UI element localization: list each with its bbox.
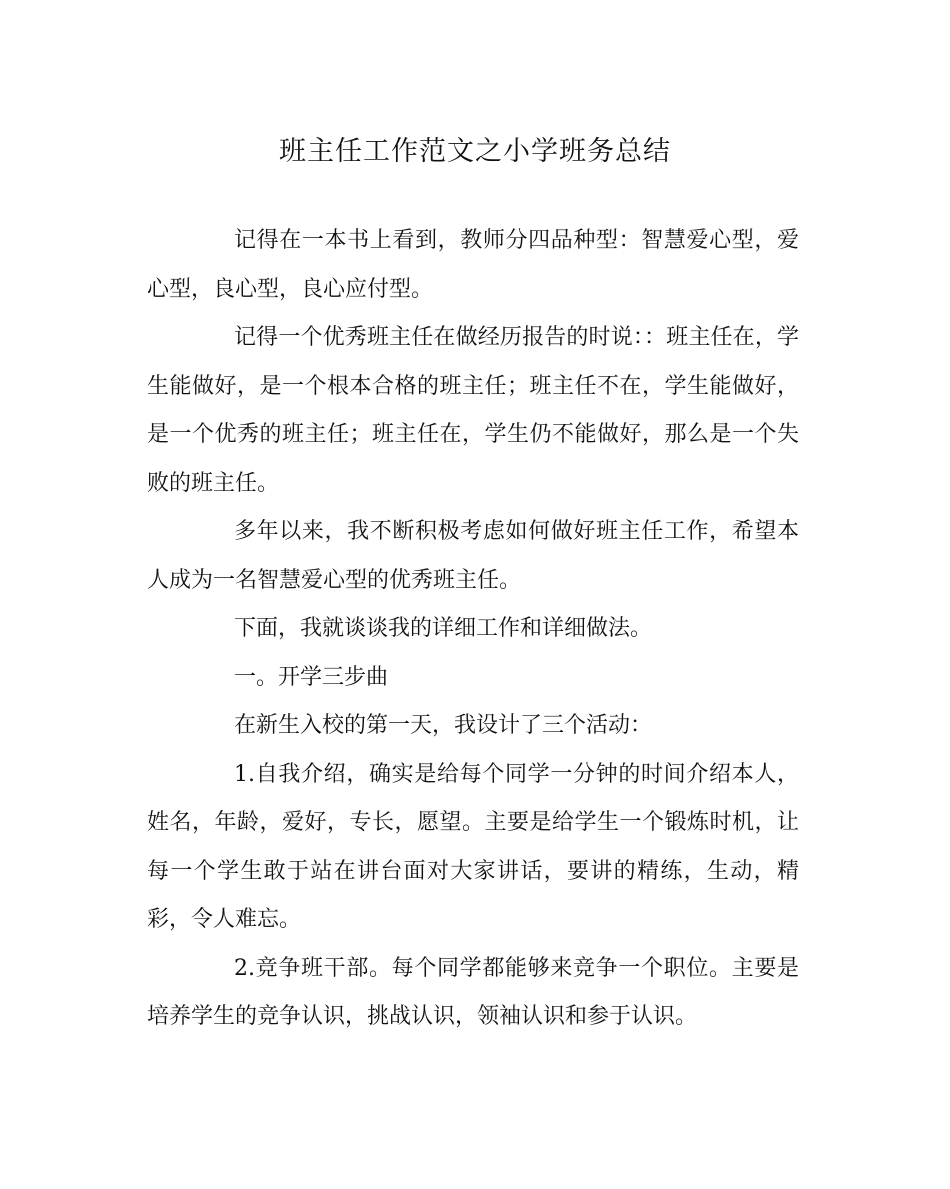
document-title: 班主任工作范文之小学班务总结 xyxy=(279,136,671,167)
section-heading: 一。开学三步曲 xyxy=(234,664,389,690)
list-item-class-cadre-election: 2.竞争班干部。每个同学都能够来竞争一个职位。主要是培养学生的竞争认识，挑战认识，领袖认识和参于认识。 xyxy=(147,955,799,1029)
paragraph-intro: 记得在一本书上看到，教师分四品种型：智慧爱心型，爱心型，良心型，良心应付型。 xyxy=(147,228,799,302)
list-item-self-introduction: 1.自我介绍，确实是给每个同学一分钟的时间介绍本人，姓名，年龄，爱好，专长，愿望。主要是给学生一个锻炼时机，让每一个学生敢于站在讲台面对大家讲话，要讲的精练，生动，精彩，令人难忘。 xyxy=(147,761,799,932)
document-body xyxy=(147,217,799,1042)
paragraph-transition: 下面，我就谈谈我的详细工作和详细做法。 xyxy=(234,616,653,641)
paragraph-activities-intro: 在新生入校的第一天，我设计了三个活动： xyxy=(234,713,653,738)
paragraph-goal: 多年以来，我不断积极考虑如何做好班主任工作，希望本人成为一名智慧爱心型的优秀班主任。 xyxy=(147,519,799,593)
paragraph-quote: 记得一个优秀班主任在做经历报告的时说：：班主任在，学生能做好，是一个根本合格的班主任；班主任不在，学生能做好，是一个优秀的班主任；班主任在，学生仍不能做好，那么是一个失败的班主任。 xyxy=(147,325,799,496)
